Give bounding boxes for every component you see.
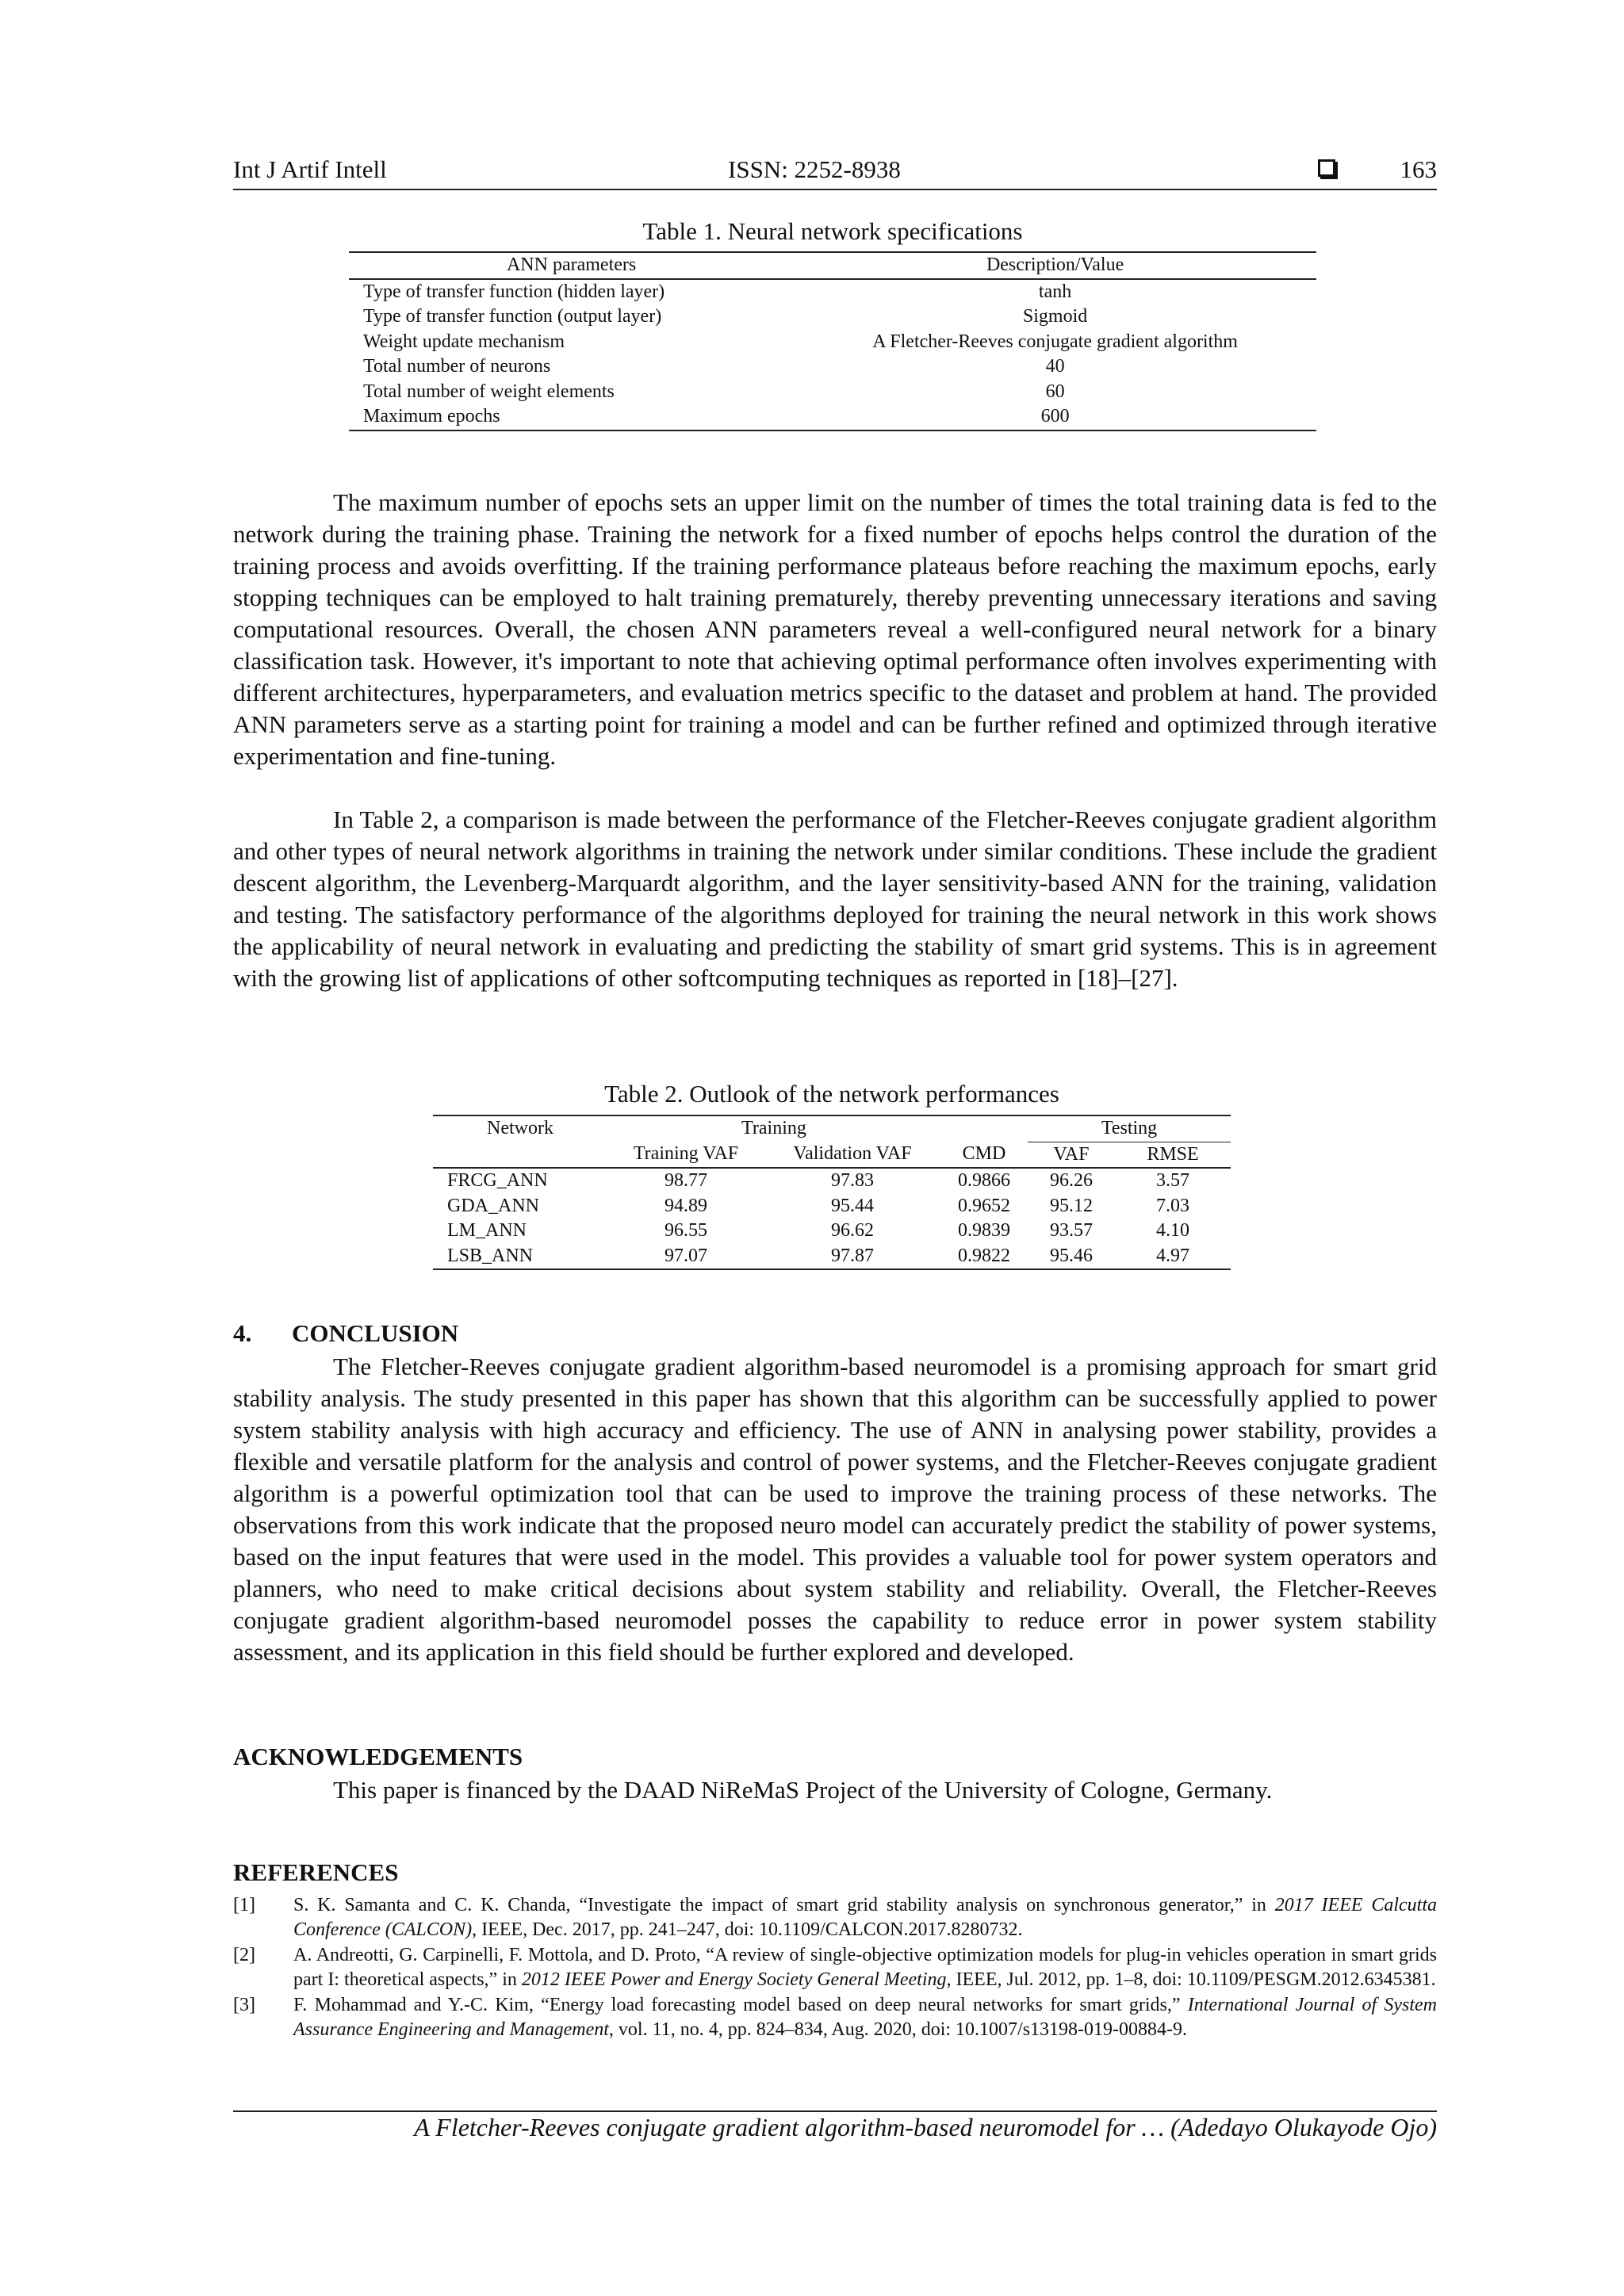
table2-cell: 4.10 bbox=[1156, 1220, 1189, 1241]
table2-cell: GDA_ANN bbox=[447, 1195, 539, 1216]
table2-cell: 3.57 bbox=[1156, 1170, 1189, 1191]
table1-cell: A Fletcher-Reeves conjugate gradient algorithm bbox=[872, 331, 1238, 352]
table2-cell: 7.03 bbox=[1156, 1195, 1189, 1216]
table1-cell: 60 bbox=[1045, 381, 1065, 402]
table2-cell: 95.44 bbox=[831, 1195, 874, 1216]
table2-cell: 97.83 bbox=[831, 1170, 874, 1191]
reference-venue: 2017 IEEE Calcutta Conference (CALCON) bbox=[293, 1895, 1437, 1940]
table2-cell: 4.97 bbox=[1115, 1244, 1231, 1270]
table-row bbox=[349, 404, 1316, 430]
footer-rule bbox=[233, 2110, 1437, 2112]
table2-cell: 96.62 bbox=[831, 1220, 874, 1241]
table1-header-param: ANN parameters bbox=[349, 252, 794, 279]
table2-cell: 0.9652 bbox=[958, 1195, 1010, 1216]
reference-number: [1] bbox=[233, 1895, 255, 1915]
table1-cell: tanh bbox=[1038, 281, 1072, 302]
table2-caption: Table 2. Outlook of the network performances bbox=[604, 1080, 1059, 1108]
table2-cell: LSB_ANN bbox=[433, 1244, 607, 1270]
table1-cell: 600 bbox=[794, 404, 1316, 430]
table2-cell: 95.12 bbox=[1050, 1195, 1093, 1216]
page-footer: A Fletcher-Reeves conjugate gradient algorithm-based neuromodel for … (Adedayo Olukayode Ojo) bbox=[414, 2113, 1437, 2141]
body-paragraph-1: The maximum number of epochs sets an upper limit on the number of times the total training data is fed to the network during the training phase. Training the network for a fixed number of epochs helps control the duration of the training process and avoids overfitting. If the training performance plateaus before reaching the maximum epochs, early stopping techniques can be employed to halt training prematurely, thereby preventing unnecessary iterations and saving computational resources. Overall, the chosen ANN parameters reveal a well-configured neural network for a binary classification task. However, it's important to note that achieving optimal performance often involves experimenting with different architectures, hyperparameters, and evaluation metrics specific to the dataset and problem at hand. The provided ANN parameters serve as a starting point for training a model and can be further refined and optimized through iterative experimentation and fine-tuning. bbox=[233, 488, 1437, 770]
page-number: 163 bbox=[1400, 155, 1437, 183]
issn: ISSN: 2252-8938 bbox=[728, 155, 901, 183]
checkbox-square-icon bbox=[1318, 159, 1335, 177]
conclusion-heading bbox=[233, 1319, 458, 1348]
table1-cell: Total number of weight elements bbox=[363, 381, 615, 402]
reference-text: S. K. Samanta and C. K. Chanda, “Investigate the impact of smart grid stability analysis on synchronous generator,” in bbox=[293, 1895, 1275, 1915]
table2-cell: 97.07 bbox=[607, 1244, 764, 1270]
table2 bbox=[433, 1115, 1231, 1270]
table-row bbox=[433, 1168, 1231, 1194]
table2-cell: 96.55 bbox=[665, 1220, 707, 1241]
conclusion-paragraph: The Fletcher-Reeves conjugate gradient algorithm-based neuromodel is a promising approach for smart grid stability analysis. The study presented in this paper has shown that this algorithm can be successfully applied to power system stability analysis with high accuracy and efficiency. The use of ANN in analysing power stability, provides a flexible and versatile platform for the analysis and control of power systems, and the Fletcher-Reeves conjugate gradient algorithm is a powerful optimization tool that can be used to improve the training process of these networks. The observations from this work indicate that the proposed neuro model can accurately predict the stability of power systems, based on the input features that were used in the model. This provides a valuable tool for power system operators and planners, who need to make critical decisions about system stability and reliability. Overall, the Fletcher-Reeves conjugate gradient algorithm-based neuromodel posses the capability to reduce error in power system stability assessment, and its application in this field should be further explored and developed. bbox=[233, 1353, 1437, 1666]
table1-cell: Type of transfer function (hidden layer) bbox=[363, 281, 665, 302]
table2-cell: 95.46 bbox=[1028, 1244, 1115, 1270]
table1-cell: 40 bbox=[1045, 356, 1065, 377]
table2-cell: 0.9839 bbox=[958, 1220, 1010, 1241]
reference-item bbox=[233, 1943, 1437, 1992]
journal-name: Int J Artif Intell bbox=[233, 155, 387, 183]
section-number: 4. bbox=[233, 1319, 252, 1347]
table2-header-vaf: VAF bbox=[1028, 1142, 1115, 1168]
table2-cell: 97.87 bbox=[764, 1244, 940, 1270]
reference-item bbox=[233, 1893, 1437, 1942]
reference-item bbox=[233, 1993, 1437, 2042]
references-heading: REFERENCES bbox=[233, 1858, 399, 1886]
table2-cell: FRCG_ANN bbox=[447, 1170, 548, 1191]
reference-number: [3] bbox=[233, 1995, 255, 2015]
table1-cell: Total number of neurons bbox=[363, 356, 551, 377]
table-row bbox=[433, 1219, 1231, 1244]
table2-header-training: Training bbox=[607, 1115, 940, 1142]
table1-cell: Sigmoid bbox=[1022, 306, 1088, 327]
table2-header-rmse: RMSE bbox=[1115, 1142, 1231, 1168]
reference-list bbox=[233, 1893, 1437, 2043]
reference-number: [2] bbox=[233, 1945, 255, 1965]
table2-header-validation-vaf: Validation VAF bbox=[764, 1142, 940, 1168]
table-row bbox=[349, 304, 1316, 330]
table1-cell: Type of transfer function (output layer) bbox=[363, 306, 662, 327]
table-row bbox=[433, 1244, 1231, 1270]
reference-text: , IEEE, Jul. 2012, pp. 1–8, doi: 10.1109/PESGM.2012.6345381. bbox=[946, 1969, 1436, 1990]
table1-cell: Weight update mechanism bbox=[363, 331, 565, 352]
table-row bbox=[349, 330, 1316, 355]
reference-text: A. Andreotti, G. Carpinelli, F. Mottola, and D. Proto, “A review of single-objective optimization models for plug-in vehicles operation in smart grids part I: theoretical aspects,” in bbox=[293, 1945, 1437, 1990]
reference-text: F. Mohammad and Y.-C. Kim, “Energy load forecasting model based on deep neural networks for smart grids,” bbox=[293, 1995, 1188, 2015]
reference-venue: International Journal of System Assurance Engineering and Management bbox=[293, 1995, 1437, 2040]
table2-header-testing: Testing bbox=[1028, 1115, 1231, 1142]
table2-cell: 94.89 bbox=[665, 1195, 707, 1216]
table-row bbox=[349, 380, 1316, 405]
table-row bbox=[349, 279, 1316, 305]
acknowledgements-heading: ACKNOWLEDGEMENTS bbox=[233, 1743, 523, 1770]
page-header bbox=[233, 155, 1437, 190]
section-title: CONCLUSION bbox=[292, 1319, 459, 1347]
table2-header-network: Network bbox=[433, 1115, 607, 1142]
table2-header-cmd: CMD bbox=[940, 1142, 1028, 1168]
table-row bbox=[349, 354, 1316, 380]
table2-cell: 0.9866 bbox=[958, 1170, 1010, 1191]
table-row bbox=[433, 1194, 1231, 1219]
body-paragraph-2: In Table 2, a comparison is made between the performance of the Fletcher-Reeves conjugate gradient algorithm and other types of neural network algorithms in training the network under similar conditions. These include the gradient descent algorithm, the Levenberg-Marquardt algorithm, and the layer sensitivity-based ANN for the training, validation and testing. The satisfactory performance of the algorithms deployed for training the neural network in this work shows the applicability of neural network in evaluating and predicting the stability of smart grid systems. This is in agreement with the growing list of applications of other softcomputing techniques as reported in [18]–[27]. bbox=[233, 806, 1437, 992]
table2-cell: 93.57 bbox=[1050, 1220, 1093, 1241]
table1-cell: Maximum epochs bbox=[349, 404, 794, 430]
table2-cell: 96.26 bbox=[1050, 1170, 1093, 1191]
table2-header-training-vaf: Training VAF bbox=[607, 1142, 764, 1168]
table1 bbox=[349, 251, 1316, 431]
table1-header-value: Description/Value bbox=[794, 252, 1316, 279]
table2-cell: 0.9822 bbox=[940, 1244, 1028, 1270]
table2-cell: 98.77 bbox=[665, 1170, 707, 1191]
acknowledgements-paragraph: This paper is financed by the DAAD NiReMaS Project of the University of Cologne, Germany. bbox=[333, 1776, 1273, 1804]
reference-text: , IEEE, Dec. 2017, pp. 241–247, doi: 10.1109/CALCON.2017.8280732. bbox=[472, 1919, 1023, 1940]
reference-venue: 2012 IEEE Power and Energy Society General Meeting bbox=[521, 1969, 947, 1990]
table2-cell: LM_ANN bbox=[447, 1220, 527, 1241]
reference-text: , vol. 11, no. 4, pp. 824–834, Aug. 2020, doi: 10.1007/s13198-019-00884-9. bbox=[608, 2019, 1188, 2040]
table1-caption: Table 1. Neural network specifications bbox=[642, 217, 1023, 245]
